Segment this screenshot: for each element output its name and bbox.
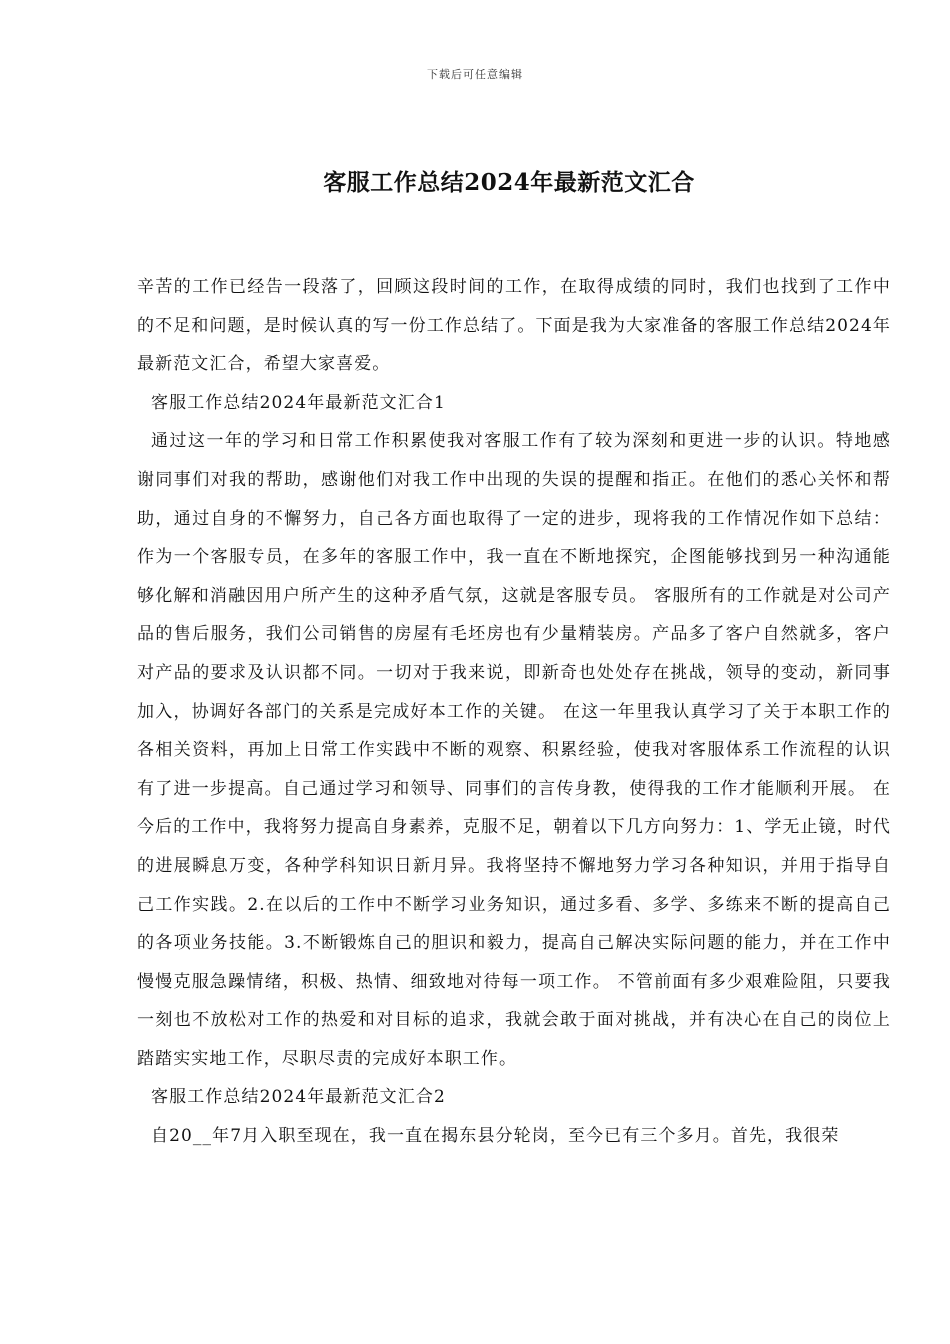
section-2-paragraph: 自20__年7月入职至现在，我一直在揭东县分轮岗，至今已有三个多月。首先，我很荣 bbox=[151, 1126, 840, 1147]
intro-paragraph: 辛苦的工作已经告一段落了，回顾这段时间的工作，在取得成绩的同时，我们也找到了工作中的不足和问题，是时候认真的写一份工作总结了。下面是我为大家准备的客服工作总结2024年最新范文汇合，希望大家喜爱。 bbox=[137, 277, 891, 375]
section-heading-2: 客服工作总结2024年最新范文汇合2 bbox=[151, 1087, 446, 1108]
document-body bbox=[137, 268, 891, 1156]
header-note: 下载后可任意编辑 bbox=[427, 68, 523, 81]
document-title: 客服工作总结2024年最新范文汇合 bbox=[323, 169, 695, 196]
section-heading-1: 客服工作总结2024年最新范文汇合1 bbox=[151, 392, 446, 413]
section-1-paragraph: 通过这一年的学习和日常工作积累使我对客服工作有了较为深刻和更进一步的认识。特地感谢同事们对我的帮助，感谢他们对我工作中出现的失误的提醒和指正。在他们的悉心关怀和帮助，通过自身的不懈努力，自己各方面也取得了一定的进步，现将我的工作情况作如下总结： 作为一个客服专员，在多年的客服工作中，我一直在不断地探究，企图能够找到另一种沟通能够化解和消融因用户所产生的这种矛盾气氛，这就是客服专员。 客服所有的工作就是对公司产品的售后服务，我们公司销售的房屋有毛坯房也有少量精装房。产品多了客户自然就多，客户对产品的要求及认识都不同。一切对于我来说，即新奇也处处存在挑战，领导的变动，新同事加入，协调好各部门的关系是完成好本工作的关键。 在这一年里我认真学习了关于本职工作的各相关资料，再加上日常工作实践中不断的观察、积累经验，使我对客服体系工作流程的认识有了进一步提高。自己通过学习和领导、同事们的言传身教，使得我的工作才能顺利开展。 在今后的工作中，我将努力提高自身素养，克服不足，朝着以下几方向努力：1、学无止镜，时代的进展瞬息万变，各种学科知识日新月异。我将坚持不懈地努力学习各种知识，并用于指导自己工作实践。2.在以后的工作中不断学习业务知识，通过多看、多学、多练来不断的提高自己的各项业务技能。3.不断锻炼自己的胆识和毅力，提高自己解决实际问题的能力，并在工作中慢慢克服急躁情绪，积极、热情、细致地对待每一项工作。 不管前面有多少艰难险阻，只要我一刻也不放松对工作的热爱和对目标的追求，我就会敢于面对挑战，并有决心在自己的岗位上踏踏实实地工作，尽职尽责的完成好本职工作。 bbox=[137, 431, 892, 1069]
